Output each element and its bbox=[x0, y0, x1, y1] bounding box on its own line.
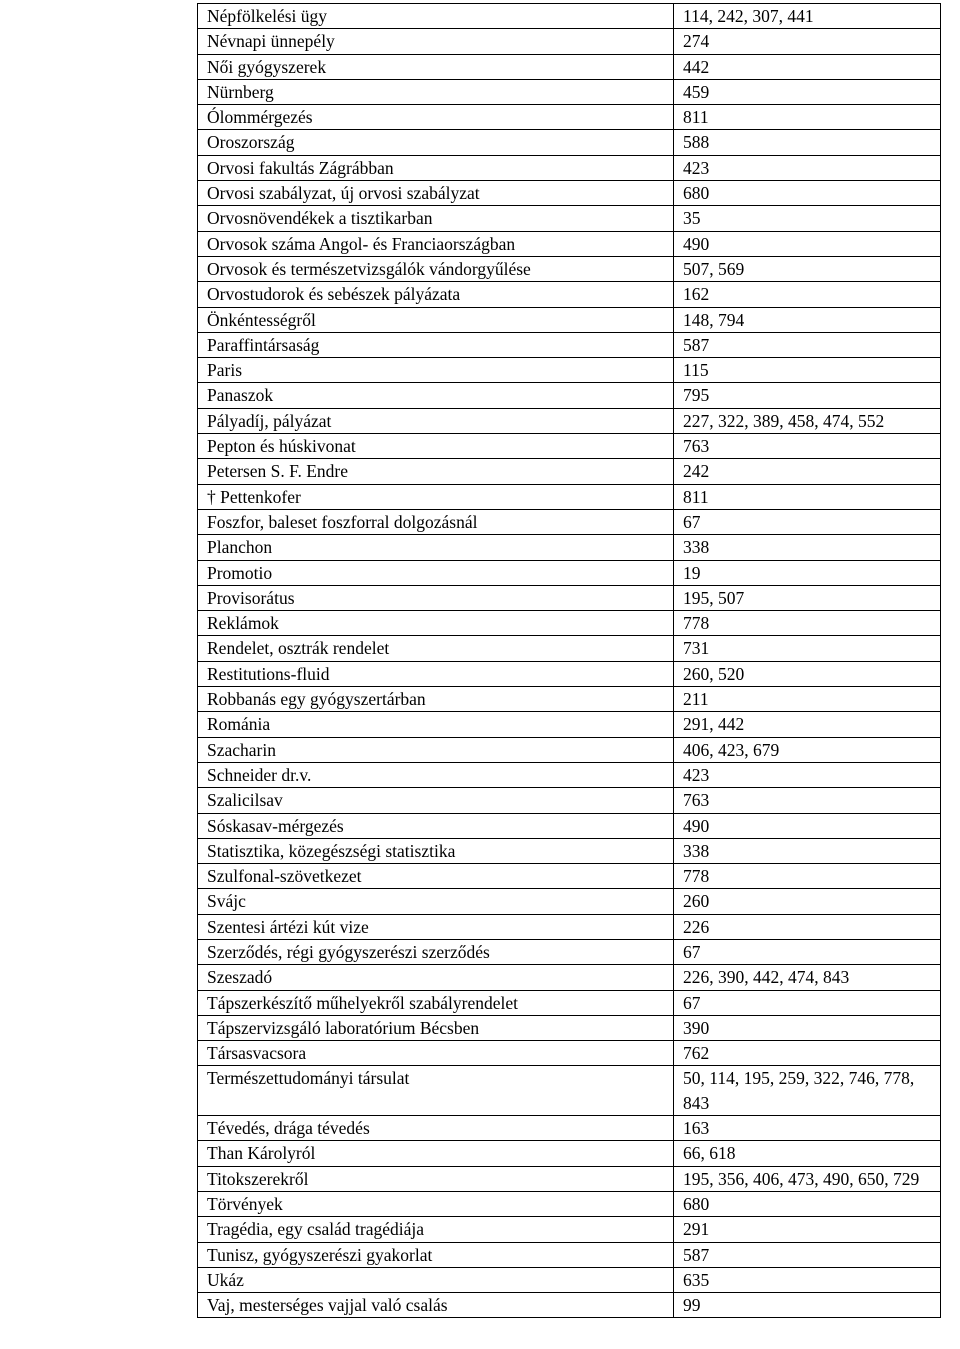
index-term: Ólommérgezés bbox=[198, 105, 674, 130]
index-term: Orvosi fakultás Zágrábban bbox=[198, 155, 674, 180]
index-pages: 67 bbox=[674, 990, 941, 1015]
table-row bbox=[198, 1015, 941, 1040]
index-pages: 680 bbox=[674, 181, 941, 206]
index-term: Női gyógyszerek bbox=[198, 54, 674, 79]
table-row bbox=[198, 611, 941, 636]
table-row bbox=[198, 1242, 941, 1267]
index-pages: 226 bbox=[674, 914, 941, 939]
index-pages: 162 bbox=[674, 282, 941, 307]
table-row bbox=[198, 383, 941, 408]
table-row bbox=[198, 79, 941, 104]
index-pages: 490 bbox=[674, 813, 941, 838]
index-term: Nürnberg bbox=[198, 79, 674, 104]
table-row bbox=[198, 1217, 941, 1242]
table-row bbox=[198, 332, 941, 357]
index-term: Paris bbox=[198, 358, 674, 383]
table-row bbox=[198, 1166, 941, 1191]
index-pages: 588 bbox=[674, 130, 941, 155]
index-pages: 195, 356, 406, 473, 490, 650, 729 bbox=[674, 1166, 941, 1191]
table-row bbox=[198, 54, 941, 79]
index-pages: 274 bbox=[674, 29, 941, 54]
index-pages: 67 bbox=[674, 509, 941, 534]
index-pages: 811 bbox=[674, 105, 941, 130]
index-term: Tápszervizsgáló laboratórium Bécsben bbox=[198, 1015, 674, 1040]
index-pages: 490 bbox=[674, 231, 941, 256]
table-row bbox=[198, 130, 941, 155]
index-term: Foszfor, baleset foszforral dolgozásnál bbox=[198, 509, 674, 534]
table-row bbox=[198, 636, 941, 661]
index-pages: 762 bbox=[674, 1041, 941, 1066]
table-row bbox=[198, 1293, 941, 1318]
table-row bbox=[198, 560, 941, 585]
index-pages: 50, 114, 195, 259, 322, 746, 778, 843 bbox=[674, 1066, 941, 1116]
table-row bbox=[198, 990, 941, 1015]
table-row bbox=[198, 585, 941, 610]
index-term: Panaszok bbox=[198, 383, 674, 408]
index-pages: 338 bbox=[674, 535, 941, 560]
index-pages: 242 bbox=[674, 459, 941, 484]
index-term: Népfölkelési ügy bbox=[198, 4, 674, 29]
index-term: Titokszerekről bbox=[198, 1166, 674, 1191]
index-term: Szacharin bbox=[198, 737, 674, 762]
index-pages: 442 bbox=[674, 54, 941, 79]
index-term: Törvények bbox=[198, 1191, 674, 1216]
index-pages: 291, 442 bbox=[674, 712, 941, 737]
index-pages: 67 bbox=[674, 939, 941, 964]
index-pages: 763 bbox=[674, 434, 941, 459]
index-term: Petersen S. F. Endre bbox=[198, 459, 674, 484]
table-row bbox=[198, 105, 941, 130]
table-row bbox=[198, 1191, 941, 1216]
index-term: Tápszerkészítő műhelyekről szabályrendelet bbox=[198, 990, 674, 1015]
index-pages: 795 bbox=[674, 383, 941, 408]
index-term: Tunisz, gyógyszerészi gyakorlat bbox=[198, 1242, 674, 1267]
index-pages: 99 bbox=[674, 1293, 941, 1318]
index-term: Oroszország bbox=[198, 130, 674, 155]
table-row bbox=[198, 1267, 941, 1292]
index-term: Restitutions-fluid bbox=[198, 661, 674, 686]
table-row bbox=[198, 484, 941, 509]
index-term: Tévedés, drága tévedés bbox=[198, 1116, 674, 1141]
index-term: Promotio bbox=[198, 560, 674, 585]
index-pages: 35 bbox=[674, 206, 941, 231]
index-term: Természettudományi társulat bbox=[198, 1066, 674, 1116]
index-pages: 763 bbox=[674, 788, 941, 813]
table-row bbox=[198, 535, 941, 560]
index-pages: 226, 390, 442, 474, 843 bbox=[674, 965, 941, 990]
table-row bbox=[198, 788, 941, 813]
index-term: Önkéntességről bbox=[198, 307, 674, 332]
table-row bbox=[198, 762, 941, 787]
index-pages: 778 bbox=[674, 864, 941, 889]
index-pages: 148, 794 bbox=[674, 307, 941, 332]
index-term: Románia bbox=[198, 712, 674, 737]
index-term: Provisorátus bbox=[198, 585, 674, 610]
table-row bbox=[198, 813, 941, 838]
table-row bbox=[198, 358, 941, 383]
table-row bbox=[198, 889, 941, 914]
table-row bbox=[198, 509, 941, 534]
table-row bbox=[198, 181, 941, 206]
table-row bbox=[198, 661, 941, 686]
table-row bbox=[198, 4, 941, 29]
index-pages: 66, 618 bbox=[674, 1141, 941, 1166]
index-term: Paraffintársaság bbox=[198, 332, 674, 357]
table-row bbox=[198, 737, 941, 762]
table-row bbox=[198, 712, 941, 737]
index-term: Orvosnövendékek a tisztikarban bbox=[198, 206, 674, 231]
table-row bbox=[198, 231, 941, 256]
index-term: Ukáz bbox=[198, 1267, 674, 1292]
index-pages: 635 bbox=[674, 1267, 941, 1292]
index-pages: 195, 507 bbox=[674, 585, 941, 610]
index-term: Orvosok és természetvizsgálók vándorgyűlése bbox=[198, 256, 674, 281]
table-row bbox=[198, 864, 941, 889]
table-row bbox=[198, 1141, 941, 1166]
table-row bbox=[198, 1066, 941, 1116]
index-term: Névnapi ünnepély bbox=[198, 29, 674, 54]
index-table bbox=[197, 3, 941, 1318]
table-row bbox=[198, 1116, 941, 1141]
index-pages: 507, 569 bbox=[674, 256, 941, 281]
table-row bbox=[198, 256, 941, 281]
index-term: Orvosi szabályzat, új orvosi szabályzat bbox=[198, 181, 674, 206]
table-row bbox=[198, 459, 941, 484]
index-pages: 778 bbox=[674, 611, 941, 636]
index-pages: 227, 322, 389, 458, 474, 552 bbox=[674, 408, 941, 433]
index-term: Than Károlyról bbox=[198, 1141, 674, 1166]
table-row bbox=[198, 434, 941, 459]
index-term: Statisztika, közegészségi statisztika bbox=[198, 838, 674, 863]
table-row bbox=[198, 155, 941, 180]
index-term: Robbanás egy gyógyszertárban bbox=[198, 687, 674, 712]
table-row bbox=[198, 838, 941, 863]
index-term: Rendelet, osztrák rendelet bbox=[198, 636, 674, 661]
index-term: Szeszadó bbox=[198, 965, 674, 990]
index-pages: 423 bbox=[674, 762, 941, 787]
table-row bbox=[198, 408, 941, 433]
index-pages: 459 bbox=[674, 79, 941, 104]
index-term: Schneider dr.v. bbox=[198, 762, 674, 787]
index-pages: 19 bbox=[674, 560, 941, 585]
index-term: Reklámok bbox=[198, 611, 674, 636]
index-pages: 260, 520 bbox=[674, 661, 941, 686]
index-pages: 680 bbox=[674, 1191, 941, 1216]
index-pages: 811 bbox=[674, 484, 941, 509]
index-pages: 291 bbox=[674, 1217, 941, 1242]
index-pages: 115 bbox=[674, 358, 941, 383]
index-pages: 423 bbox=[674, 155, 941, 180]
index-term: Tragédia, egy család tragédiája bbox=[198, 1217, 674, 1242]
index-pages: 587 bbox=[674, 332, 941, 357]
index-term: Vaj, mesterséges vajjal való csalás bbox=[198, 1293, 674, 1318]
index-pages: 163 bbox=[674, 1116, 941, 1141]
table-row bbox=[198, 687, 941, 712]
table-row bbox=[198, 939, 941, 964]
index-term: Orvostudorok és sebészek pályázata bbox=[198, 282, 674, 307]
table-row bbox=[198, 307, 941, 332]
index-term: Planchon bbox=[198, 535, 674, 560]
index-pages: 338 bbox=[674, 838, 941, 863]
index-term: Társasvacsora bbox=[198, 1041, 674, 1066]
index-pages: 587 bbox=[674, 1242, 941, 1267]
index-pages: 260 bbox=[674, 889, 941, 914]
table-row bbox=[198, 1041, 941, 1066]
table-row bbox=[198, 914, 941, 939]
index-pages: 406, 423, 679 bbox=[674, 737, 941, 762]
index-pages: 731 bbox=[674, 636, 941, 661]
index-pages: 114, 242, 307, 441 bbox=[674, 4, 941, 29]
index-term: Orvosok száma Angol- és Franciaországban bbox=[198, 231, 674, 256]
index-term: Szulfonal-szövetkezet bbox=[198, 864, 674, 889]
index-pages: 390 bbox=[674, 1015, 941, 1040]
index-body bbox=[198, 4, 941, 1318]
index-term: Szalicilsav bbox=[198, 788, 674, 813]
index-term: Sóskasav-mérgezés bbox=[198, 813, 674, 838]
index-term: Szentesi ártézi kút vize bbox=[198, 914, 674, 939]
index-term: Svájc bbox=[198, 889, 674, 914]
table-row bbox=[198, 206, 941, 231]
table-row bbox=[198, 282, 941, 307]
index-pages: 211 bbox=[674, 687, 941, 712]
index-term: Pályadíj, pályázat bbox=[198, 408, 674, 433]
table-row bbox=[198, 29, 941, 54]
index-term: Szerződés, régi gyógyszerészi szerződés bbox=[198, 939, 674, 964]
index-term: † Pettenkofer bbox=[198, 484, 674, 509]
index-term: Pepton és húskivonat bbox=[198, 434, 674, 459]
table-row bbox=[198, 965, 941, 990]
